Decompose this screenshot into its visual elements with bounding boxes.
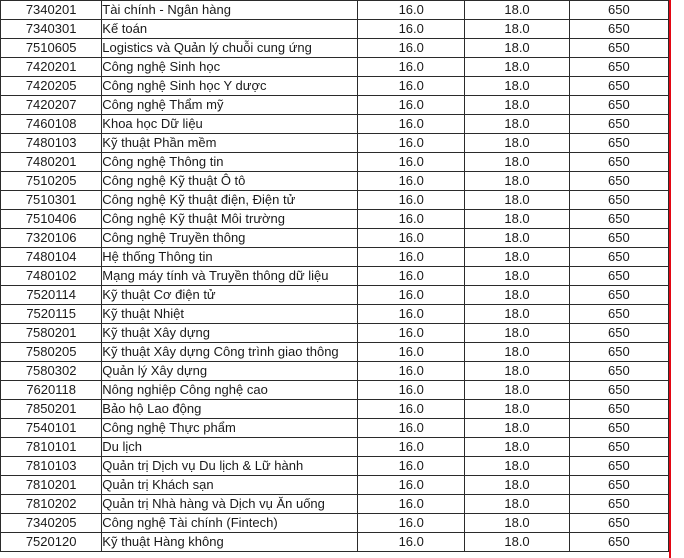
program-name-cell: Logistics và Quản lý chuỗi cung ứng <box>102 39 358 58</box>
program-name-cell: Mạng máy tính và Truyền thông dữ liệu <box>102 267 358 286</box>
score-cell-3: 650 <box>569 476 668 495</box>
score-cell-3: 650 <box>569 533 668 552</box>
score-cell-2: 18.0 <box>465 96 569 115</box>
program-name-cell: Kỹ thuật Hàng không <box>102 533 358 552</box>
score-cell-2: 18.0 <box>465 115 569 134</box>
program-code-cell: 7420207 <box>1 96 102 115</box>
score-cell-1: 16.0 <box>358 77 465 96</box>
program-name-cell: Công nghệ Sinh học Y dược <box>102 77 358 96</box>
program-code-cell: 7480103 <box>1 134 102 153</box>
score-cell-3: 650 <box>569 96 668 115</box>
score-cell-3: 650 <box>569 77 668 96</box>
program-name-cell: Công nghệ Thông tin <box>102 153 358 172</box>
table-row <box>1 419 669 438</box>
score-cell-3: 650 <box>569 229 668 248</box>
score-cell-1: 16.0 <box>358 305 465 324</box>
table-row <box>1 248 669 267</box>
score-cell-1: 16.0 <box>358 324 465 343</box>
score-cell-2: 18.0 <box>465 77 569 96</box>
program-name-cell: Công nghệ Kỹ thuật Môi trường <box>102 210 358 229</box>
score-cell-1: 16.0 <box>358 286 465 305</box>
score-cell-1: 16.0 <box>358 362 465 381</box>
score-cell-3: 650 <box>569 172 668 191</box>
program-name-cell: Công nghệ Tài chính (Fintech) <box>102 514 358 533</box>
score-cell-1: 16.0 <box>358 419 465 438</box>
score-cell-3: 650 <box>569 438 668 457</box>
program-code-cell: 7620118 <box>1 381 102 400</box>
score-cell-1: 16.0 <box>358 1 465 20</box>
table-row <box>1 58 669 77</box>
score-cell-2: 18.0 <box>465 514 569 533</box>
program-code-cell: 7850201 <box>1 400 102 419</box>
score-cell-3: 650 <box>569 419 668 438</box>
score-cell-2: 18.0 <box>465 58 569 77</box>
program-name-cell: Công nghệ Kỹ thuật điện, Điện tử <box>102 191 358 210</box>
table-row <box>1 457 669 476</box>
table-row <box>1 286 669 305</box>
score-cell-2: 18.0 <box>465 229 569 248</box>
table-row <box>1 438 669 457</box>
score-cell-3: 650 <box>569 248 668 267</box>
score-cell-2: 18.0 <box>465 533 569 552</box>
score-cell-1: 16.0 <box>358 495 465 514</box>
program-name-cell: Quản trị Khách sạn <box>102 476 358 495</box>
score-cell-1: 16.0 <box>358 533 465 552</box>
table-row <box>1 210 669 229</box>
score-cell-3: 650 <box>569 362 668 381</box>
score-cell-3: 650 <box>569 267 668 286</box>
score-cell-2: 18.0 <box>465 400 569 419</box>
score-cell-1: 16.0 <box>358 267 465 286</box>
program-code-cell: 7480201 <box>1 153 102 172</box>
score-cell-1: 16.0 <box>358 457 465 476</box>
table-row <box>1 153 669 172</box>
table-body <box>1 1 669 552</box>
table-row <box>1 229 669 248</box>
table-row <box>1 20 669 39</box>
score-cell-3: 650 <box>569 400 668 419</box>
table-row <box>1 1 669 20</box>
program-name-cell: Công nghệ Truyền thông <box>102 229 358 248</box>
program-name-cell: Khoa học Dữ liệu <box>102 115 358 134</box>
program-code-cell: 7420205 <box>1 77 102 96</box>
table-row <box>1 134 669 153</box>
program-name-cell: Quản lý Xây dựng <box>102 362 358 381</box>
program-name-cell: Du lịch <box>102 438 358 457</box>
table-row <box>1 96 669 115</box>
program-code-cell: 7810103 <box>1 457 102 476</box>
program-name-cell: Quản trị Dịch vụ Du lịch & Lữ hành <box>102 457 358 476</box>
program-code-cell: 7810202 <box>1 495 102 514</box>
score-cell-2: 18.0 <box>465 343 569 362</box>
score-cell-3: 650 <box>569 1 668 20</box>
score-cell-3: 650 <box>569 381 668 400</box>
program-name-cell: Công nghệ Thẩm mỹ <box>102 96 358 115</box>
program-name-cell: Kỹ thuật Cơ điện tử <box>102 286 358 305</box>
score-cell-3: 650 <box>569 210 668 229</box>
table-row <box>1 77 669 96</box>
score-cell-3: 650 <box>569 305 668 324</box>
program-code-cell: 7510406 <box>1 210 102 229</box>
program-code-cell: 7540101 <box>1 419 102 438</box>
score-cell-2: 18.0 <box>465 381 569 400</box>
table-row <box>1 115 669 134</box>
score-cell-1: 16.0 <box>358 153 465 172</box>
score-cell-1: 16.0 <box>358 381 465 400</box>
score-cell-3: 650 <box>569 191 668 210</box>
score-cell-2: 18.0 <box>465 419 569 438</box>
table-row <box>1 495 669 514</box>
program-name-cell: Công nghệ Sinh học <box>102 58 358 77</box>
score-cell-2: 18.0 <box>465 362 569 381</box>
score-cell-2: 18.0 <box>465 305 569 324</box>
score-cell-2: 18.0 <box>465 495 569 514</box>
program-name-cell: Hệ thống Thông tin <box>102 248 358 267</box>
program-code-cell: 7510301 <box>1 191 102 210</box>
score-cell-1: 16.0 <box>358 58 465 77</box>
table-row <box>1 476 669 495</box>
score-cell-2: 18.0 <box>465 20 569 39</box>
program-name-cell: Kỹ thuật Xây dựng <box>102 324 358 343</box>
score-cell-1: 16.0 <box>358 115 465 134</box>
score-cell-1: 16.0 <box>358 248 465 267</box>
score-cell-3: 650 <box>569 115 668 134</box>
program-name-cell: Bảo hộ Lao động <box>102 400 358 419</box>
score-cell-2: 18.0 <box>465 134 569 153</box>
table-row <box>1 39 669 58</box>
score-cell-2: 18.0 <box>465 476 569 495</box>
program-name-cell: Quản trị Nhà hàng và Dịch vụ Ăn uống <box>102 495 358 514</box>
table-row <box>1 305 669 324</box>
score-cell-2: 18.0 <box>465 191 569 210</box>
score-cell-2: 18.0 <box>465 324 569 343</box>
program-code-cell: 7480104 <box>1 248 102 267</box>
score-cell-2: 18.0 <box>465 153 569 172</box>
program-code-cell: 7520120 <box>1 533 102 552</box>
program-code-cell: 7510205 <box>1 172 102 191</box>
score-cell-1: 16.0 <box>358 39 465 58</box>
program-code-cell: 7340201 <box>1 1 102 20</box>
score-cell-2: 18.0 <box>465 1 569 20</box>
score-cell-1: 16.0 <box>358 210 465 229</box>
score-cell-3: 650 <box>569 514 668 533</box>
score-cell-2: 18.0 <box>465 438 569 457</box>
program-code-cell: 7520115 <box>1 305 102 324</box>
program-code-cell: 7580302 <box>1 362 102 381</box>
score-cell-1: 16.0 <box>358 438 465 457</box>
accent-border <box>669 0 671 558</box>
score-cell-1: 16.0 <box>358 172 465 191</box>
score-cell-2: 18.0 <box>465 457 569 476</box>
program-code-cell: 7340301 <box>1 20 102 39</box>
program-name-cell: Nông nghiệp Công nghệ cao <box>102 381 358 400</box>
score-cell-3: 650 <box>569 343 668 362</box>
table-row <box>1 381 669 400</box>
score-cell-2: 18.0 <box>465 39 569 58</box>
score-cell-1: 16.0 <box>358 191 465 210</box>
table-row <box>1 343 669 362</box>
score-cell-2: 18.0 <box>465 286 569 305</box>
table-row <box>1 191 669 210</box>
score-cell-3: 650 <box>569 20 668 39</box>
score-cell-1: 16.0 <box>358 343 465 362</box>
program-code-cell: 7480102 <box>1 267 102 286</box>
program-code-cell: 7810201 <box>1 476 102 495</box>
score-cell-1: 16.0 <box>358 96 465 115</box>
score-cell-2: 18.0 <box>465 210 569 229</box>
program-name-cell: Kế toán <box>102 20 358 39</box>
program-code-cell: 7810101 <box>1 438 102 457</box>
score-cell-1: 16.0 <box>358 514 465 533</box>
program-code-cell: 7420201 <box>1 58 102 77</box>
program-code-cell: 7340205 <box>1 514 102 533</box>
score-cell-3: 650 <box>569 39 668 58</box>
program-name-cell: Kỹ thuật Phần mềm <box>102 134 358 153</box>
score-cell-1: 16.0 <box>358 229 465 248</box>
table-row <box>1 514 669 533</box>
score-cell-3: 650 <box>569 286 668 305</box>
program-code-cell: 7510605 <box>1 39 102 58</box>
program-name-cell: Kỹ thuật Nhiệt <box>102 305 358 324</box>
program-name-cell: Kỹ thuật Xây dựng Công trình giao thông <box>102 343 358 362</box>
score-cell-1: 16.0 <box>358 476 465 495</box>
score-cell-2: 18.0 <box>465 267 569 286</box>
score-cell-3: 650 <box>569 58 668 77</box>
program-name-cell: Tài chính - Ngân hàng <box>102 1 358 20</box>
table-row <box>1 324 669 343</box>
program-code-cell: 7460108 <box>1 115 102 134</box>
program-name-cell: Công nghệ Thực phẩm <box>102 419 358 438</box>
score-cell-1: 16.0 <box>358 134 465 153</box>
program-code-cell: 7580201 <box>1 324 102 343</box>
score-cell-3: 650 <box>569 134 668 153</box>
score-cell-3: 650 <box>569 324 668 343</box>
program-name-cell: Công nghệ Kỹ thuật Ô tô <box>102 172 358 191</box>
table-row <box>1 267 669 286</box>
program-code-cell: 7520114 <box>1 286 102 305</box>
score-cell-2: 18.0 <box>465 172 569 191</box>
program-code-cell: 7580205 <box>1 343 102 362</box>
table-row <box>1 172 669 191</box>
score-cell-1: 16.0 <box>358 20 465 39</box>
program-code-cell: 7320106 <box>1 229 102 248</box>
table-row <box>1 362 669 381</box>
score-cell-3: 650 <box>569 495 668 514</box>
score-cell-3: 650 <box>569 153 668 172</box>
score-cell-3: 650 <box>569 457 668 476</box>
score-cell-1: 16.0 <box>358 400 465 419</box>
score-cell-2: 18.0 <box>465 248 569 267</box>
table-row <box>1 533 669 552</box>
table-row <box>1 400 669 419</box>
